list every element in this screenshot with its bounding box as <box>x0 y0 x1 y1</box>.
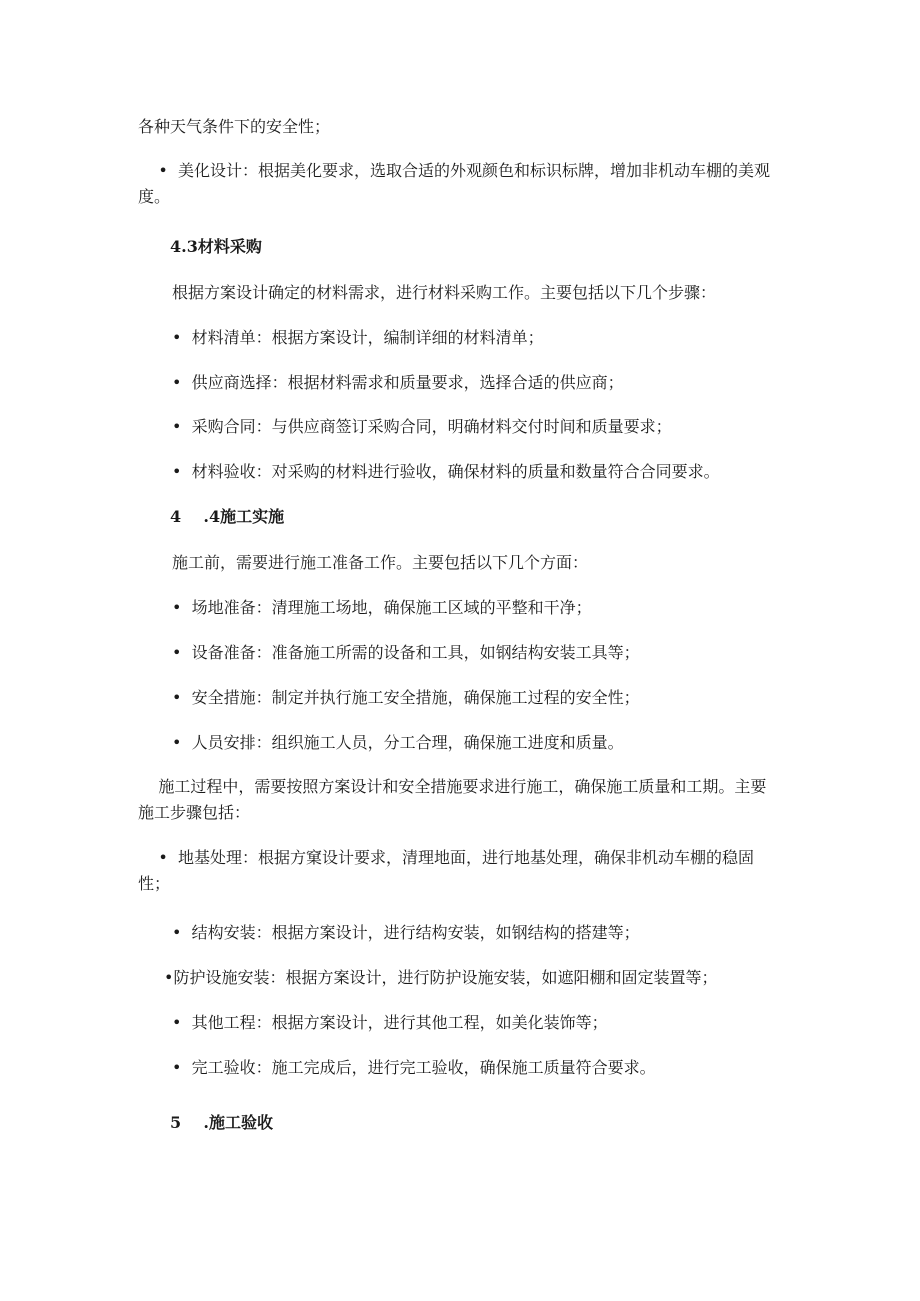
list-item-staff-arrangement: • 人员安排：组织施工人员，分工合理，确保施工进度和质量。 <box>172 733 624 752</box>
list-item-foundation: • 地基处理：根据方窠设计要求，清理地面，进行地基处理，确保非机动车棚的稳固性； <box>138 848 754 893</box>
list-item-other-works: • 其他工程：根据方案设计，进行其他工程，如美化装饰等； <box>172 1013 608 1032</box>
paragraph-construction-prep: 施工前，需要进行施工准备工作。主要包括以下几个方面： <box>172 553 589 572</box>
list-item-protection-install: •防护设施安装：根据方案设计，进行防护设施安装，如遮阳棚和固定装置等； <box>164 968 718 987</box>
list-item-material-list: • 材料清单：根据方案设计，编制详细的材料清单； <box>172 328 544 347</box>
list-item-supplier-selection: • 供应商选择：根据材料需求和质量要求，选择合适的供应商； <box>172 373 624 392</box>
section-heading-5: 5 .施工验收 <box>170 1113 273 1132</box>
list-item-equipment-prep: • 设备准备：准备施工所需的设备和工具，如钢结构安装工具等； <box>172 643 640 662</box>
list-item-completion-acceptance: • 完工验收：施工完成后，进行完工验收，确保施工质量符合要求。 <box>172 1058 656 1077</box>
section-heading-4-3: 4.3材料采购 <box>170 237 262 256</box>
list-item-purchase-contract: • 采购合同：与供应商签订采购合同，明确材料交付时间和质量要求； <box>172 417 672 436</box>
list-item-safety-measures: • 安全措施：制定并执行施工安全措施，确保施工过程的安全性； <box>172 688 640 707</box>
list-item-beautify-design: • 美化设计：根据美化要求，选取合适的外观颜色和标识标牌，增加非机动车棚的美观度。 <box>138 161 770 206</box>
list-item-material-inspection: • 材料验收：对采购的材料进行验收，确保材料的质量和数量符合合同要求。 <box>172 462 720 481</box>
paragraph-continuation: 各种天气条件下的安全性； <box>138 117 331 136</box>
section-heading-4-4: 4 .4施工实施 <box>170 507 285 526</box>
list-item-structure-install: • 结构安装：根据方案设计，进行结构安装，如钢结构的搭建等； <box>172 923 640 942</box>
list-item-site-prep: • 场地准备：清理施工场地，确保施工区域的平整和干净； <box>172 598 592 617</box>
paragraph-procurement-intro: 根据方案设计确定的材料需求，进行材料采购工作。主要包括以下几个步骤： <box>172 283 717 302</box>
paragraph-construction-process: 施工过程中，需要按照方案设计和安全措施要求进行施工，确保施工质量和工期。主要施工步骤包括： <box>138 777 767 822</box>
